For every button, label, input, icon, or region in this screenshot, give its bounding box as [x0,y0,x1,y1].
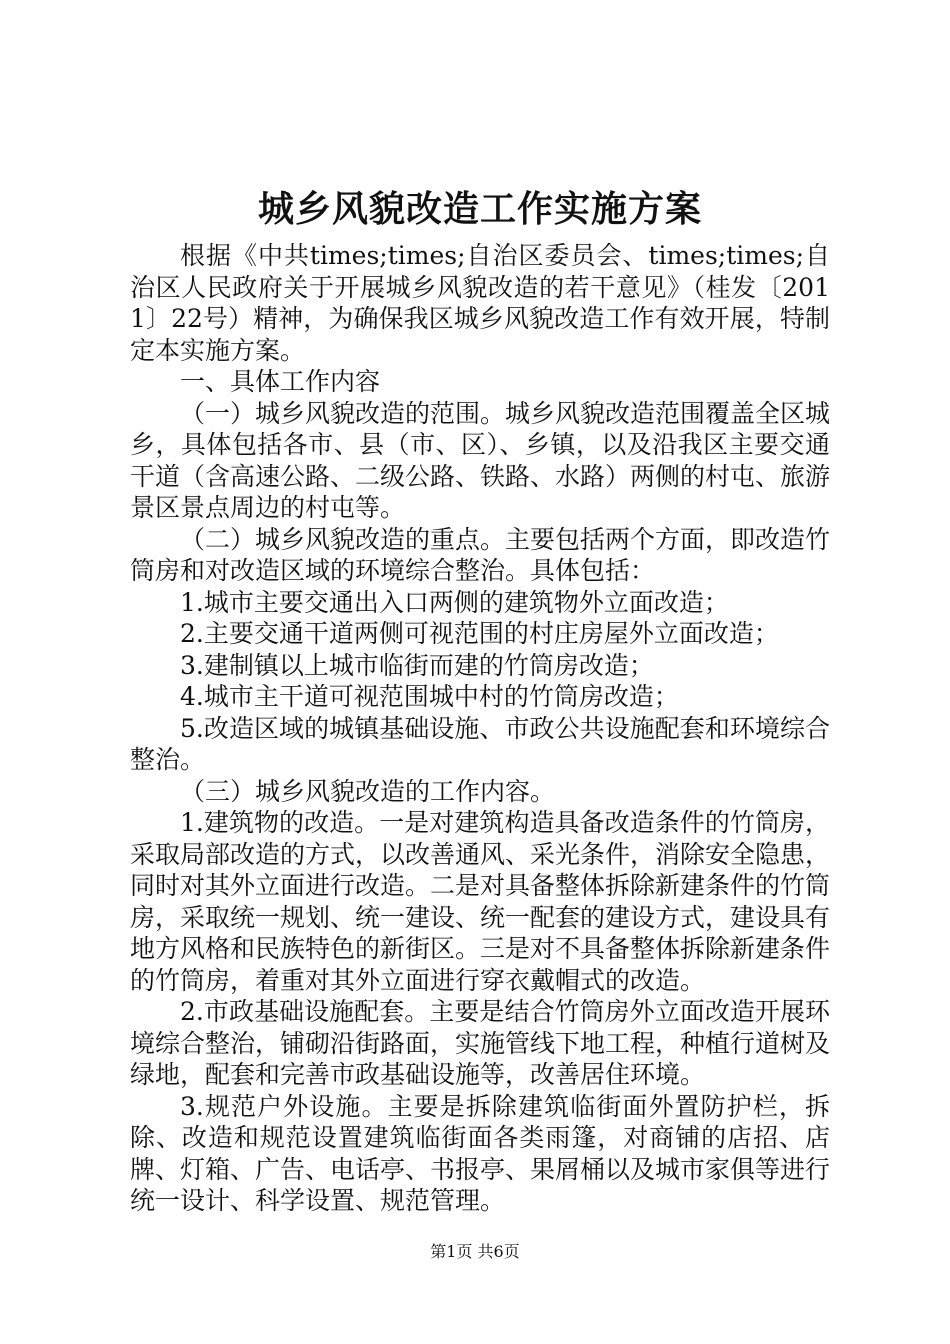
list-item-5: 5.改造区域的城镇基础设施、市政公共设施配套和环境综合整治。 [130,713,830,774]
list-item-3: 3.建制镇以上城市临街而建的竹筒房改造； [180,650,654,680]
paragraph-focus: （二）城乡风貌改造的重点。主要包括两个方面，即改造竹筒房和对改造区域的环境综合整治。具体包括： [130,524,831,585]
intro-paragraph: 根据《中共times;times;自治区委员会、times;times;自治区人民政府关于开展城乡风貌改造的若干意见》（桂发〔2011〕22号）精神，为确保我区城乡风貌改造工作有效开展，特制定本实施方案。 [130,241,830,365]
section-heading-work-content: 一、具体工作内容 [180,367,381,396]
document-page [130,178,830,1217]
paragraph-scope: （一）城乡风貌改造的范围。城乡风貌改造范围覆盖全区城乡，具体包括各市、县（市、区）、乡镇，以及沿我区主要交通干道（含高速公路、二级公路、铁路、水路）两侧的村屯、旅游景区景点周边的村屯等。 [130,398,831,522]
list-item-2: 2.主要交通干道两侧可视范围的村庄房屋外立面改造； [180,619,779,648]
list-item-1: 1.城市主要交通出入口两侧的建筑物外立面改造； [180,587,729,617]
paragraph-building-renovation: 1.建筑物的改造。一是对建筑构造具备改造条件的竹筒房，采取局部改造的方式，以改善通风、采光条件，消除安全隐患，同时对其外立面进行改造。二是对具备整体拆除新建条件的竹筒房，采取统一规划、统一建设、统一配套的建设方式，建设具有地方风格和民族特色的新街区。三是对不具备整体拆除新建条件的竹筒房，着重对其外立面进行穿衣戴帽式的改造。 [130,808,831,995]
document-title: 城乡风貌改造工作实施方案 [257,188,702,230]
list-item-4: 4.城市主干道可视范围城中村的竹筒房改造； [180,682,679,711]
paragraph-municipal-facilities: 2.市政基础设施配套。主要是结合竹筒房外立面改造开展环境综合整治，铺砌沿街路面，实施管线下地工程，种植行道树及绿地，配套和完善市政基础设施等，改善居住环境。 [130,997,831,1089]
paragraph-outdoor-facilities: 3.规范户外设施。主要是拆除建筑临街面外置防护栏，拆除、改造和规范设置建筑临街面各类雨篷，对商铺的店招、店牌、灯箱、广告、电话亭、书报亭、果屑桶以及城市家俱等进行统一设计、科学设置、规范管理。 [130,1091,831,1215]
subsection-heading-work-content: （三）城乡风貌改造的工作内容。 [180,776,556,806]
page-number-footer: 第1页 共6页 [430,1242,520,1261]
